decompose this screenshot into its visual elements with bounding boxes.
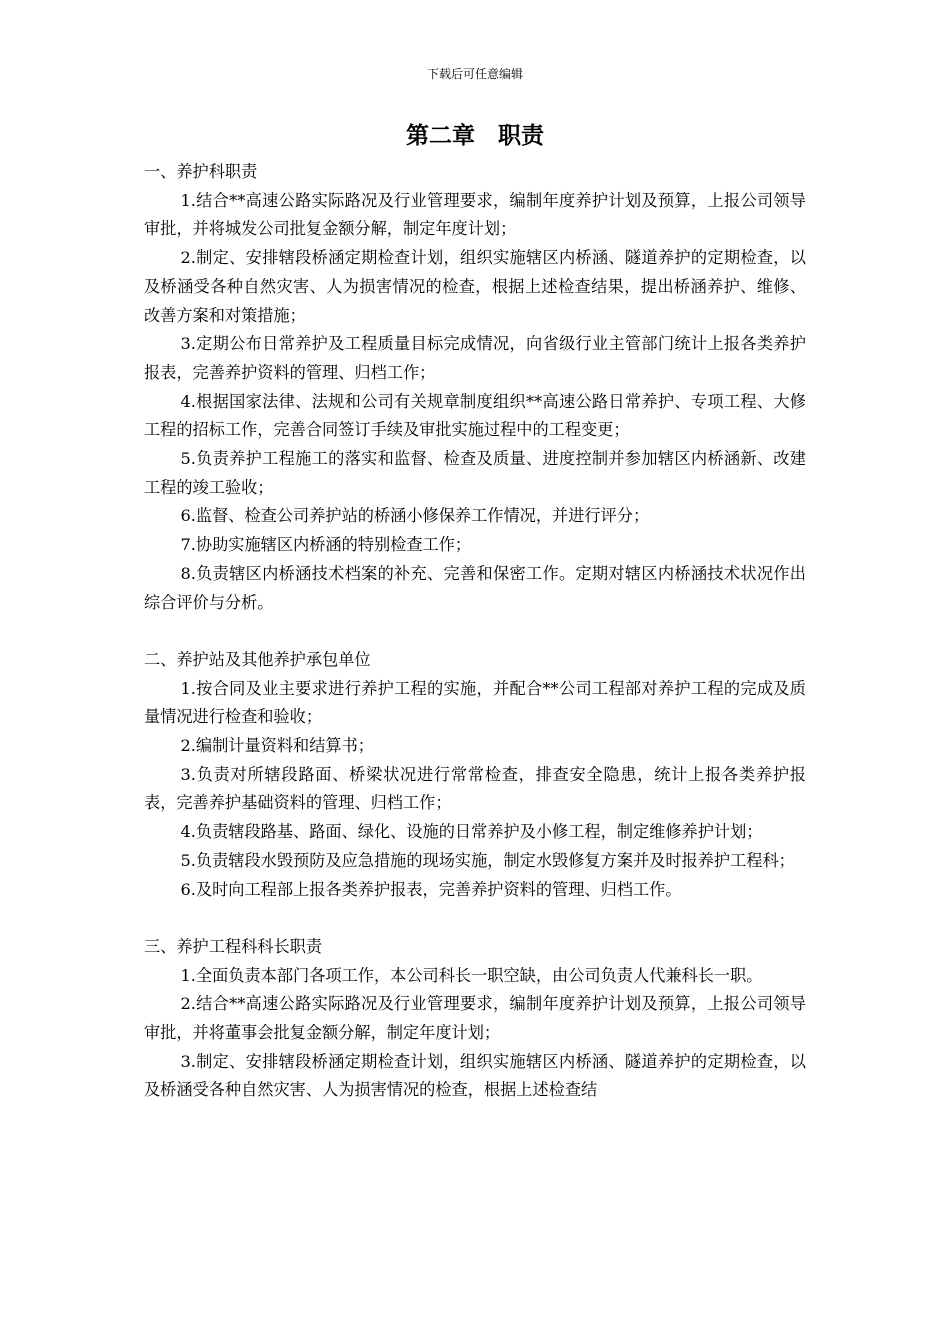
duty-item: 5.负责辖段水毁预防及应急措施的现场实施，制定水毁修复方案并及时报养护工程科；	[180, 850, 795, 870]
document-body	[144, 158, 806, 1105]
duty-item: 4.负责辖段路基、路面、绿化、设施的日常养护及小修工程，制定维修养护计划；	[180, 822, 763, 842]
duty-item: 3.定期公布日常养护及工程质量目标完成情况，向省级行业主管部门统计上报各类养护报表，完善养护资料的管理、归档工作；	[144, 334, 806, 382]
duty-item: 3.制定、安排辖段桥涵定期检查计划，组织实施辖区内桥涵、隧道养护的定期检查，以及桥涵受各种自然灾害、人为损害情况的检查，根据上述检查结	[144, 1051, 806, 1100]
duty-item: 1.结合**高速公路实际路况及行业管理要求，编制年度养护计划及预算，上报公司领导审批，并将城发公司批复金额分解，制定年度计划；	[144, 190, 806, 239]
duty-item: 2.编制计量资料和结算书；	[180, 736, 374, 756]
page-header: 下载后可任意编辑	[426, 67, 523, 81]
duty-item: 1.全面负责本部门各项工作，本公司科长一职空缺，由公司负责人代兼科长一职。	[180, 965, 763, 985]
section-heading: 一、养护科职责	[144, 162, 258, 181]
duty-item: 4.根据国家法律、法规和公司有关规章制度组织**高速公路日常养护、专项工程、大修工程的招标工作，完善合同签订手续及审批实施过程中的工程变更；	[144, 391, 806, 440]
duty-item: 5.负责养护工程施工的落实和监督、检查及质量、进度控制并参加辖区内桥涵新、改建工程的竣工验收；	[144, 449, 806, 497]
duty-item: 7.协助实施辖区内桥涵的特别检查工作；	[180, 535, 472, 555]
chapter-title: 第二章 职责	[406, 123, 544, 149]
duty-item: 2.制定、安排辖段桥涵定期检查计划，组织实施辖区内桥涵、隧道养护的定期检查，以及桥涵受各种自然灾害、人为损害情况的检查，根据上述检查结果，提出桥涵养护、维修、改善方案和对策措施；	[144, 248, 806, 325]
duty-item: 8.负责辖区内桥涵技术档案的补充、完善和保密工作。定期对辖区内桥涵技术状况作出综合评价与分析。	[144, 563, 806, 612]
duty-item: 6.监督、检查公司养护站的桥涵小修保养工作情况，并进行评分；	[180, 506, 650, 526]
duty-item: 3.负责对所辖段路面、桥梁状况进行常常检查，排查安全隐患，统计上报各类养护报表，完善养护基础资料的管理、归档工作；	[144, 764, 806, 813]
duty-item: 1.按合同及业主要求进行养护工程的实施，并配合**公司工程部对养护工程的完成及质量情况进行检查和验收；	[144, 678, 806, 727]
section-spacer	[144, 617, 806, 646]
duty-item: 2.结合**高速公路实际路况及行业管理要求，编制年度养护计划及预算，上报公司领导审批，并将董事会批复金额分解，制定年度计划；	[144, 994, 806, 1043]
section-heading: 三、养护工程科科长职责	[144, 936, 323, 956]
section-spacer	[144, 904, 806, 933]
duty-item: 6.及时向工程部上报各类养护报表，完善养护资料的管理、归档工作。	[180, 879, 682, 899]
section-heading: 二、养护站及其他养护承包单位	[144, 649, 371, 669]
